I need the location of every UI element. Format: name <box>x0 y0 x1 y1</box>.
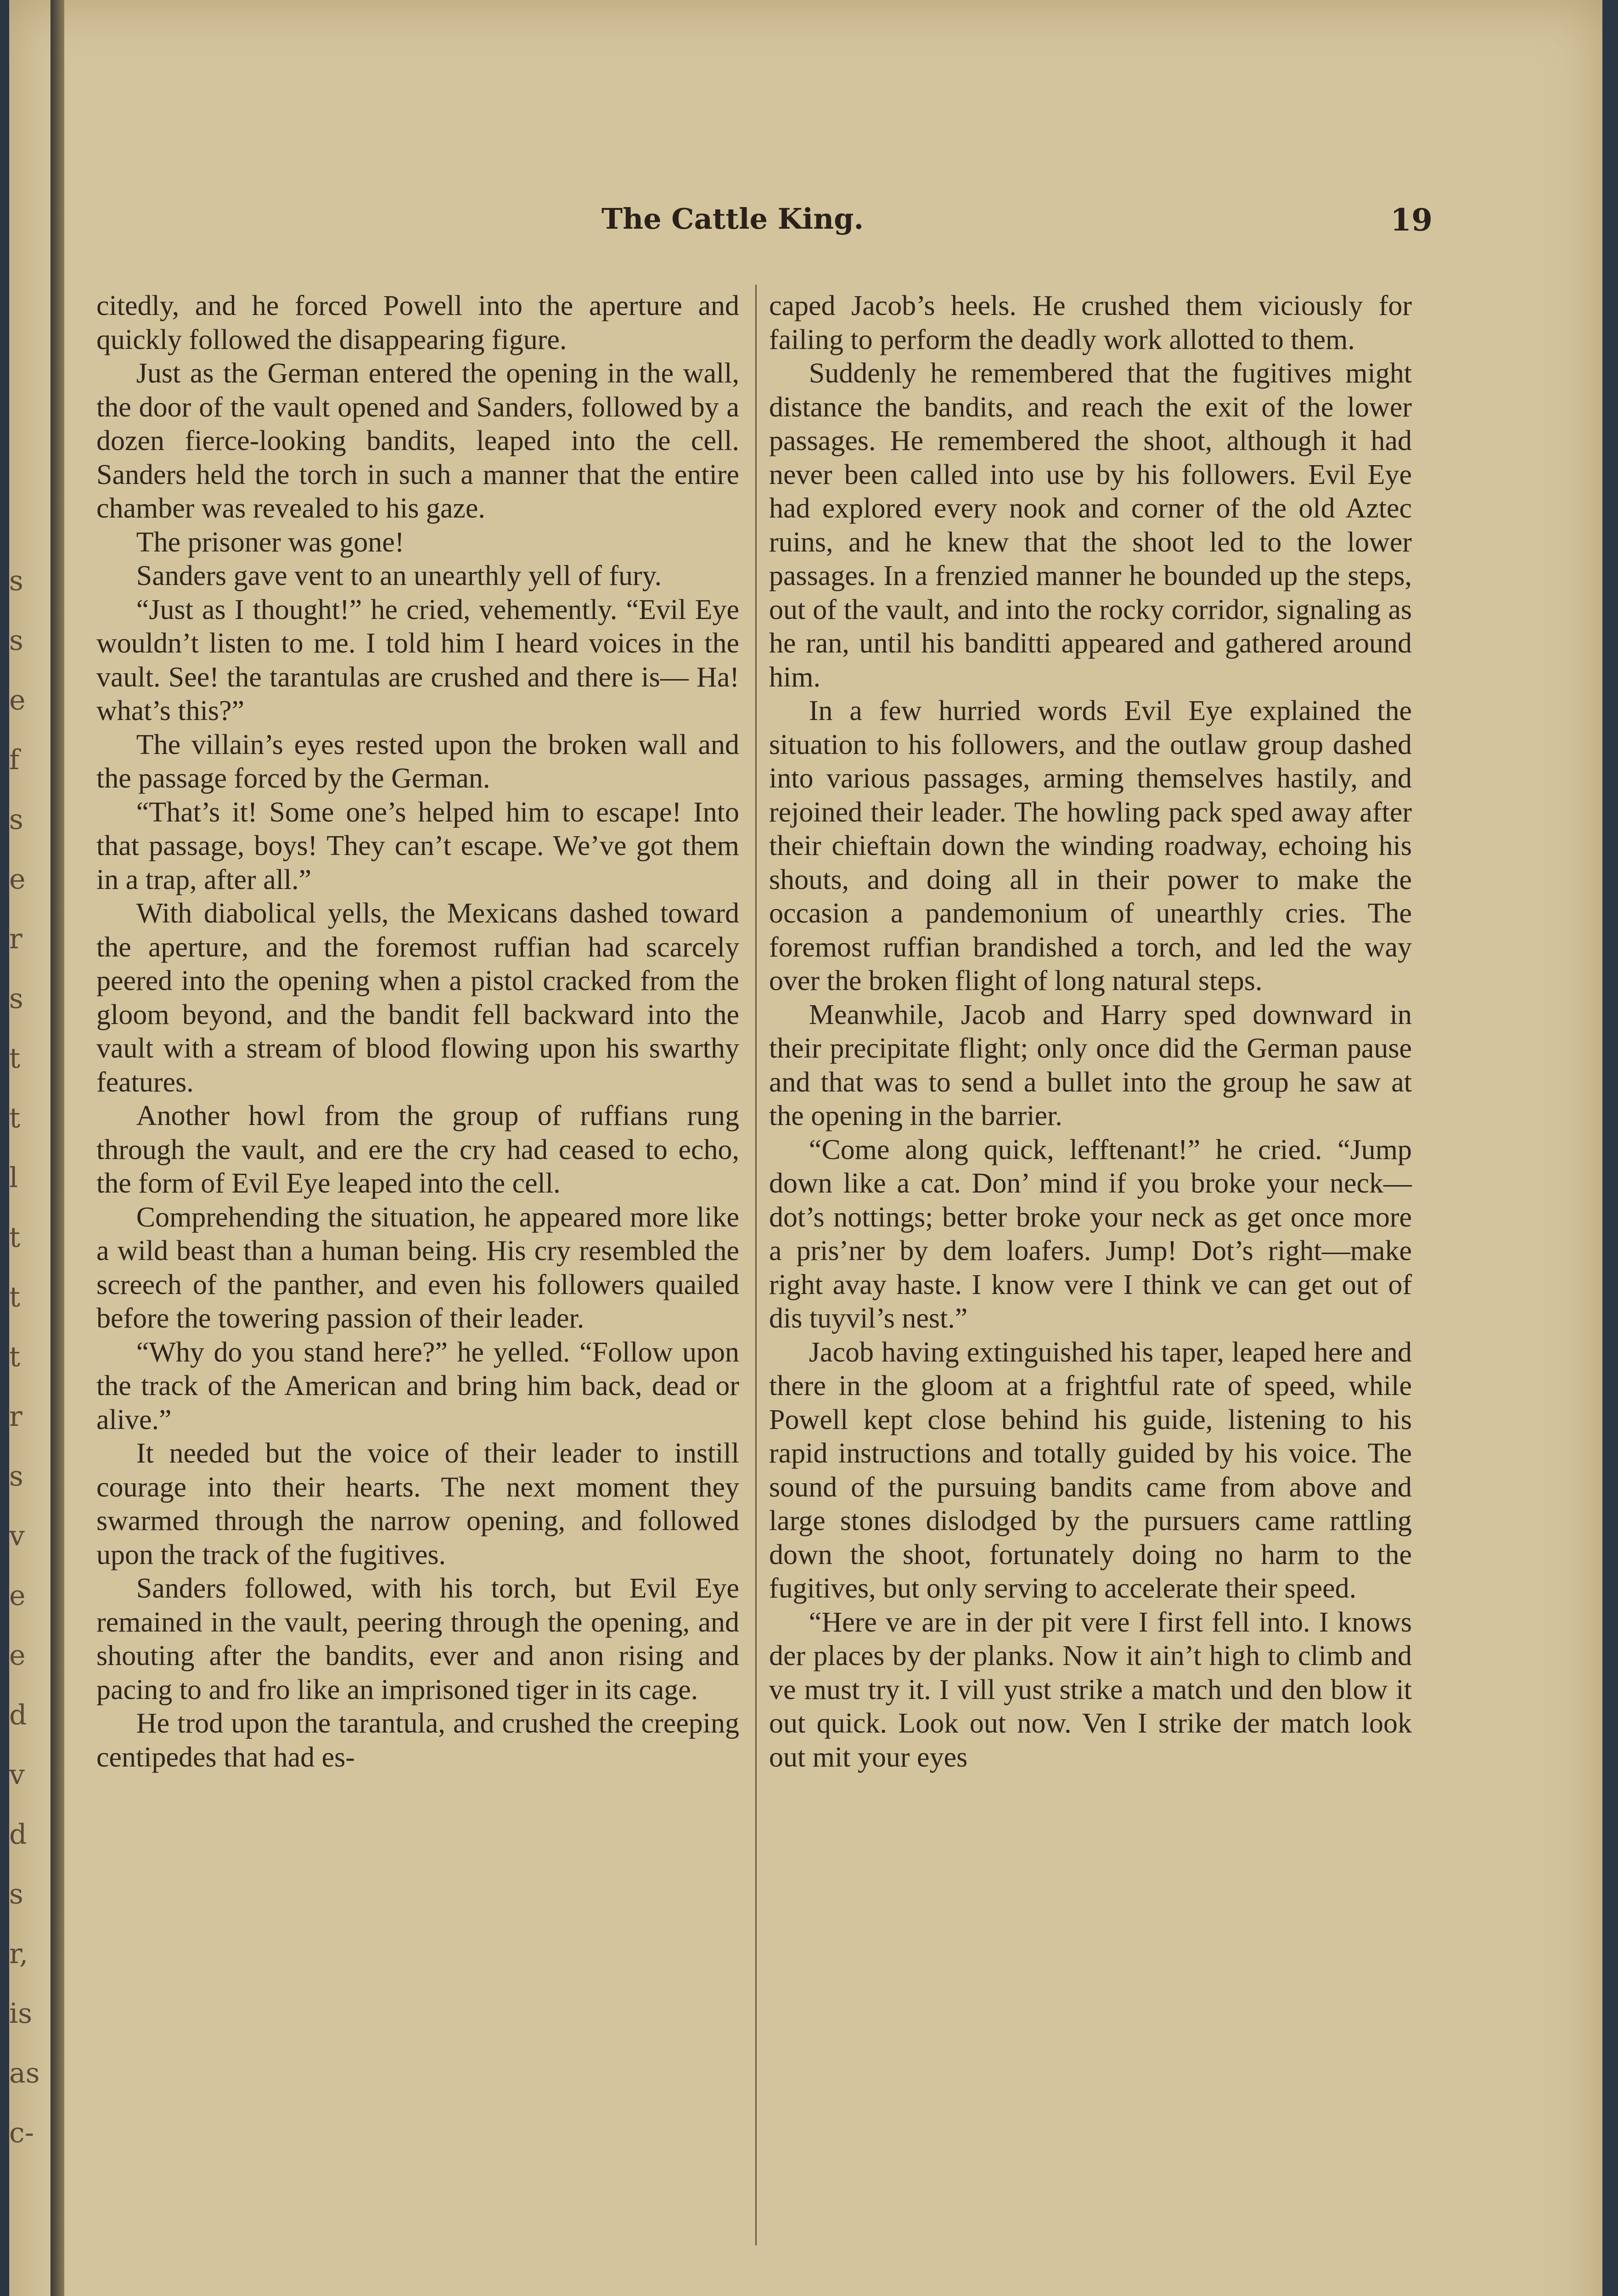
edge-fragment: r, <box>9 1938 28 1970</box>
edge-fragment: e <box>9 1580 26 1612</box>
paragraph: Meanwhile, Jacob and Harry sped downward in their precipitate flight; only once did the German pause and that was to send a bullet into the group he saw at the opening in the barrier. <box>769 999 1412 1131</box>
edge-fragment: t <box>9 1042 21 1075</box>
edge-fragment: l <box>9 1162 18 1194</box>
paragraph: The villain’s eyes rested upon the broken wall and the passage forced by the German. <box>96 729 739 794</box>
edge-fragment: s <box>9 565 23 597</box>
paragraph: He trod upon the tarantula, and crushed the creeping centipedes that had es- <box>96 1708 739 1773</box>
paragraph: “Why do you stand here?” he yelled. “Follow upon the track of the American and bring him back, dead or alive.” <box>96 1336 739 1435</box>
edge-fragment: d <box>9 1818 27 1851</box>
edge-fragment: f <box>9 744 20 776</box>
edge-fragment: e <box>9 684 26 716</box>
edge-fragment: r <box>9 923 22 955</box>
page-number: 19 <box>1390 202 1433 238</box>
paragraph: “Here ve are in der pit vere I first fell into. I knows der places by der planks. Now it ain’t high to climb and ve must try it. I vill yust strike a match und den blow it out quick. Look out now. Ven I strike der match look out mit your eyes <box>769 1606 1412 1773</box>
paragraph: Jacob having extinguished his taper, leaped here and there in the gloom at a frightful rate of speed, while Powell kept close behind his guide, listening to his rapid instructions and totally guided by his voice. The sound of the pursuing bandits came from above and large stones dislodged by the pursuers came rattling down the shoot, fortunately doing no harm to the fugitives, but only serving to accelerate their speed. <box>769 1336 1412 1604</box>
binding-gutter <box>51 0 64 2296</box>
paragraph: “Come along quick, lefftenant!” he cried. “Jump down like a cat. Don’ mind if you broke your neck—dot’s nottings; better broke your neck as get once more a pris’ner by dem loafers. Jump! Dot’s right—make right avay haste. I know vere I think ve can get out of dis tuyvil’s nest.” <box>769 1134 1412 1334</box>
paragraph: Just as the German entered the opening in the wall, the door of the vault opened and Sanders, followed by a dozen fierce-looking bandits, leaped into the cell. Sanders held the torch in such a manner that the entire chamber was revealed to his gaze. <box>96 358 739 524</box>
edge-fragment: v <box>9 1520 25 1552</box>
edge-fragment: r <box>9 1401 22 1433</box>
edge-fragment: s <box>9 1460 23 1492</box>
paragraph: With diabolical yells, the Mexicans dashed toward the aperture, and the foremost ruffian had scarcely peered into the opening when a pistol cracked from the gloom beyond, and the bandit fell backward into the vault with a stream of blood flowing upon his swarthy features. <box>96 898 739 1098</box>
paragraph: It needed but the voice of their leader to instill courage into their hearts. The next moment they swarmed through the narrow opening, and followed upon the track of the fugitives. <box>96 1438 739 1570</box>
edge-fragment: t <box>9 1102 21 1134</box>
paragraph: caped Jacob’s heels. He crushed them viciously for failing to perform the deadly work allotted to them. <box>769 290 1412 355</box>
edge-fragment: d <box>9 1699 27 1731</box>
edge-fragment: e <box>9 1639 26 1671</box>
paragraph: “Just as I thought!” he cried, vehemently. “Evil Eye wouldn’t listen to me. I told him I heard voices in the vault. See! the tarantulas are crushed and there is— Ha! what’s this?” <box>96 594 739 726</box>
paragraph: citedly, and he forced Powell into the aperture and quickly followed the disappearing figure. <box>96 290 739 355</box>
paragraph: Comprehending the situation, he appeared more like a wild beast than a human being. His cry resembled the screech of the panther, and even his followers quailed before the towering passion of their leader. <box>96 1201 739 1334</box>
left-text-column <box>96 289 739 1774</box>
edge-fragment: s <box>9 1878 23 1910</box>
paragraph: Sanders followed, with his torch, but Evil Eye remained in the vault, peering through the opening, and shouting after the bandits, ever and anon rising and pacing to and fro like an imprisoned tiger in its cage. <box>96 1573 739 1705</box>
previous-page-edge <box>9 138 51 2296</box>
edge-fragment: as <box>9 2057 40 2089</box>
edge-fragment: s <box>9 983 23 1015</box>
edge-fragment: s <box>9 804 23 836</box>
paragraph: Sanders gave vent to an unearthly yell of fury. <box>136 560 662 591</box>
running-title: The Cattle King. <box>601 202 864 236</box>
edge-fragment: is <box>9 1998 32 2030</box>
magazine-page <box>9 0 1602 2296</box>
edge-fragment: v <box>9 1759 25 1791</box>
paragraph: In a few hurried words Evil Eye explained the situation to his followers, and the outlaw group dashed into various passages, arming themselves hastily, and rejoined their leader. The howling pack sped away after their chieftain down the winding roadway, echoing his shouts, and doing all in their power to make the occasion a pandemonium of unearthly cries. The foremost ruffian brandished a torch, and led the way over the broken flight of long natural steps. <box>769 695 1412 996</box>
paragraph: “That’s it! Some one’s helped him to escape! Into that passage, boys! They can’t escape. We’ve got them in a trap, after all.” <box>96 796 739 895</box>
edge-fragment: t <box>9 1221 21 1254</box>
page-header <box>537 202 1433 253</box>
edge-fragment: s <box>9 625 23 657</box>
edge-fragment: t <box>9 1341 21 1373</box>
right-text-column <box>769 289 1412 1774</box>
paragraph: The prisoner was gone! <box>136 526 404 558</box>
column-divider <box>755 285 757 2245</box>
edge-fragment: e <box>9 863 26 895</box>
edge-fragment: t <box>9 1281 21 1313</box>
paragraph: Another howl from the group of ruffians rung through the vault, and ere the cry had ceased to echo, the form of Evil Eye leaped into the cell. <box>96 1100 739 1199</box>
paragraph: Suddenly he remembered that the fugitives might distance the bandits, and reach the exit of the lower passages. He remembered the shoot, although it had never been called into use by his followers. Evil Eye had explored every nook and corner of the old Aztec ruins, and he knew that the shoot led to the lower passages. In a frenzied manner he bounded up the steps, out of the vault, and into the rocky corridor, signaling as he ran, until his banditti appeared and gathered around him. <box>769 358 1412 693</box>
edge-fragment: c- <box>9 2117 34 2149</box>
